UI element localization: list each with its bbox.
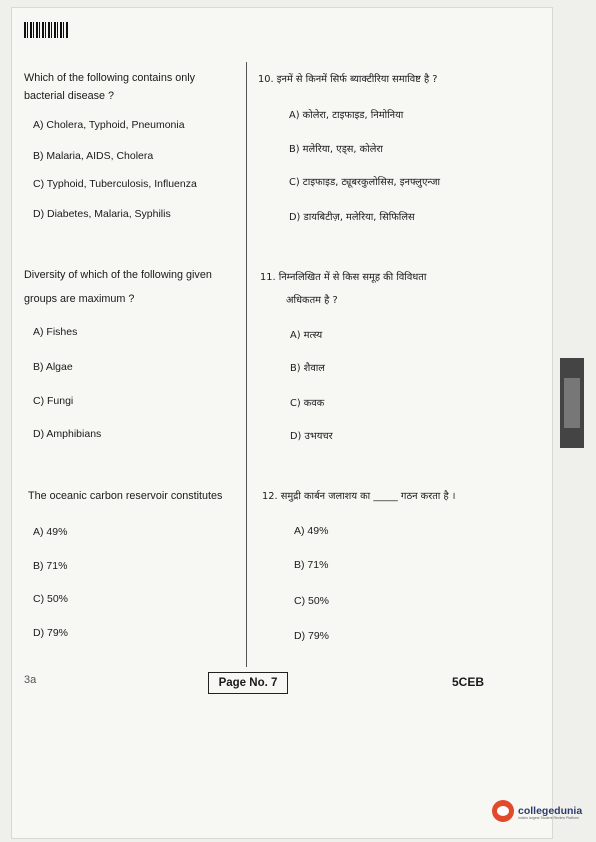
q12-text-line1: 12. समुद्री कार्बन जलाशय का _____ गठन करता है ।: [262, 491, 456, 502]
q1-option-d: D) Diabetes, Malaria, Syphilis: [33, 208, 171, 220]
q2-text-line2: groups are maximum ?: [24, 293, 135, 305]
q3-option-d: D) 79%: [33, 627, 69, 639]
q3-option-c: C) 50%: [33, 593, 69, 605]
q11-option-d: D) उभयचर: [290, 431, 333, 442]
q3-option-a: A) 49%: [33, 526, 68, 538]
q10-option-d: D) डायबिटीज़, मलेरिया, सिफिलिस: [289, 212, 415, 223]
q11-option-b: B) शैवाल: [290, 363, 325, 374]
brand-name: collegedunia: [518, 805, 583, 817]
side-tab: [560, 358, 584, 448]
q11-option-a: A) मत्स्य: [290, 330, 323, 341]
q12-option-c: C) 50%: [294, 595, 330, 607]
q11-option-c: C) कवक: [290, 398, 325, 409]
brand-logo-icon: [492, 800, 514, 822]
q2-text-line1: Diversity of which of the following given: [24, 269, 212, 281]
q1-option-b: B) Malaria, AIDS, Cholera: [33, 150, 154, 162]
q10-option-a: A) कोलेरा, टाइफाइड, निमोनिया: [289, 110, 404, 121]
booklet-code: 5CEB: [452, 675, 485, 689]
q11-text-line1: 11. निम्नलिखित में से किस समूह की विविधता: [260, 272, 427, 283]
page-number: Page No. 7: [208, 672, 288, 694]
q2-option-d: D) Amphibians: [33, 428, 102, 440]
q3-text-line1: The oceanic carbon reservoir constitutes: [28, 490, 223, 502]
q2-option-a: A) Fishes: [33, 326, 78, 338]
q12-option-b: B) 71%: [294, 559, 329, 571]
q2-option-c: C) Fungi: [33, 395, 74, 407]
brand-tagline: India's largest Student Review Platform: [518, 816, 579, 820]
q12-option-d: D) 79%: [294, 630, 330, 642]
q3-option-b: B) 71%: [33, 560, 68, 572]
barcode: [24, 22, 68, 38]
column-divider: [246, 62, 247, 667]
q1-text-line2: bacterial disease ?: [24, 90, 115, 102]
exam-page: [12, 8, 552, 838]
q11-text-line2: अधिकतम है ?: [286, 295, 338, 306]
q10-option-b: B) मलेरिया, एड्स, कोलेरा: [289, 144, 383, 155]
q12-option-a: A) 49%: [294, 525, 329, 537]
q10-option-c: C) टाइफाइड, ट्यूबरकुलोसिस, इनफ्लुएन्जा: [289, 177, 441, 188]
footer-mark: 3a: [24, 674, 37, 686]
q10-text-line1: 10. इनमें से किनमें सिर्फ ब्याक्टीरिया समाविष्ट है ?: [258, 74, 438, 85]
q1-text-line1: Which of the following contains only: [24, 72, 196, 84]
q2-option-b: B) Algae: [33, 361, 73, 373]
q1-option-a: A) Cholera, Typhoid, Pneumonia: [33, 119, 185, 131]
q1-option-c: C) Typhoid, Tuberculosis, Influenza: [33, 178, 197, 190]
